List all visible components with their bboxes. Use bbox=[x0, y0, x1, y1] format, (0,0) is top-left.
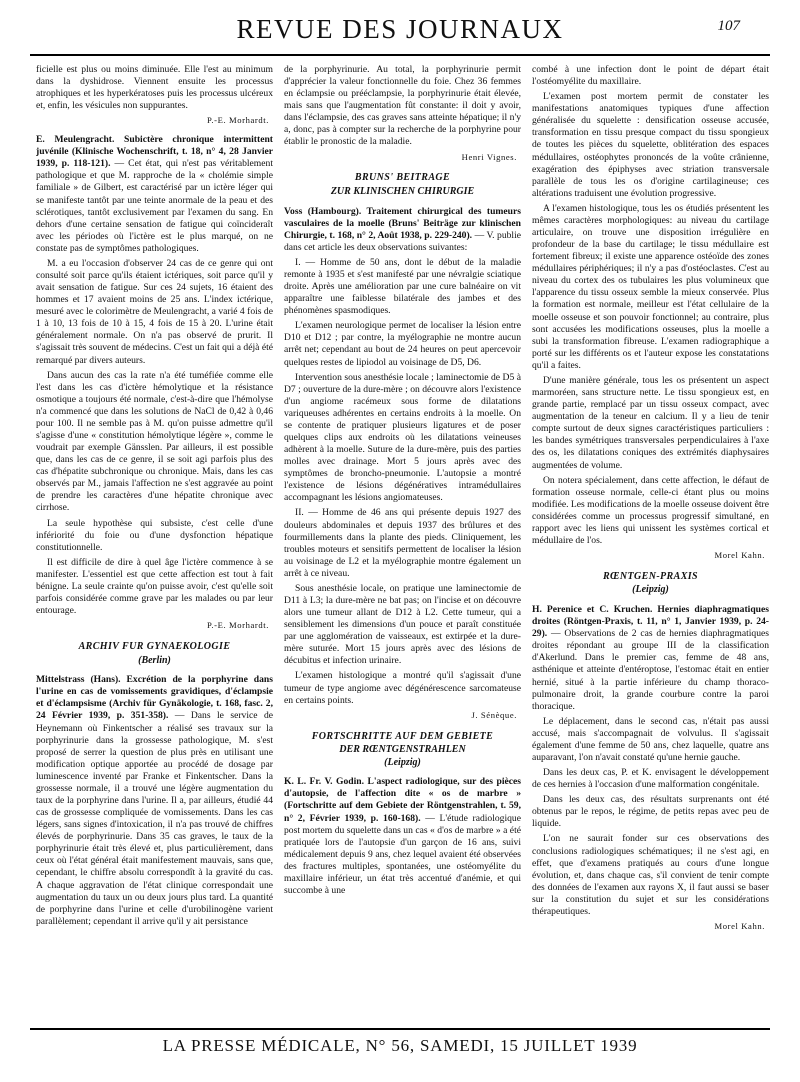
paragraph: ficielle est plus ou moins diminuée. Elle l'est au minimum dans la dyshidrose. Viennent ensuite les processus atrophiques et les hyperkératoses puis les processus ulcéreux et, enfin, les vésicules non suppurantes. bbox=[36, 64, 273, 112]
page-number: 107 bbox=[717, 18, 740, 34]
paragraph: de la porphyrinurie. Au total, la porphyrinurie permit d'apprécier la valeur fonctionnelle du foie. Chez 36 femmes en éclampsie ou prééclampsie, la porphyrinurie était élevée, mais sans que l'augmentation fût constante: il doit y avoir, dans l'éclampsie, des cas graves sans atteinte hépatique; il n'y a, donc, pas à compter sur la recherche de la porphyrine pour établir le pronostic de la maladie. bbox=[284, 64, 521, 148]
footer-publication-line: LA PRESSE MÉDICALE, N° 56, SAMEDI, 15 JUILLET 1939 bbox=[162, 1036, 638, 1055]
column-3 bbox=[532, 64, 769, 1019]
article-heading bbox=[36, 674, 273, 928]
article-body: — Dans le service de Heynemann où Finkentscher a réalisé ses travaux sur la porphyrinurie dans la grossesse pathologique, M. s'est proposé de serrer la question de plus près en utilisant une modification optique apportée au procédé de dosage par luminescence inventé par Franke et Finkentscher. Dans la grossesse normale, il a trouvé une légère augmentation du taux de la porphyrine dans l'urine. Il a, par ailleurs, étudié 44 cas de grossesse compliquée de vomissements. Dans les cas légers, sans signes d'intoxication, il n'a pas trouvé de chiffres élevés de porphyrinurie. Dans 35 cas graves, le taux de la porphyrinurie était très élevé et, plus particulièrement, dans ceux où l'état général était manifestement mauvais, sans que, cependant, le chiffre absolu correspondît à la gravité du cas. A chaque aggravation de l'état clinique correspondait une augmentation du taux un ou deux jours plus tard. La quantité de porphyrine dans l'urine et celle d'urobilinogène varient parallèlement; cependant il arrive qu'il y ait persistance bbox=[36, 710, 273, 927]
section-subheading: ZUR KLINISCHEN CHIRURGIE bbox=[330, 185, 475, 197]
article-heading bbox=[532, 604, 769, 713]
paragraph: Dans les deux cas, des résultats surprenants ont été obtenus par le repos, le régime, de petits repas avec peu de liquide. bbox=[532, 794, 769, 830]
author-signature: Morel Kahn. bbox=[714, 921, 765, 932]
paragraph: combé à une infection dont le point de départ était l'ostéomyélite du maxillaire. bbox=[532, 64, 769, 88]
paragraph: L'examen neurologique permet de localiser la lésion entre D10 et D12 ; par contre, la myélographie ne montre aucun arrêt net; cependant au bout de 24 heures on peut apercevoir quelques restes de lipiodol au voisinage de D5, D6. bbox=[284, 320, 521, 368]
article-heading bbox=[284, 776, 521, 897]
journal-title: REVUE DES JOURNAUX bbox=[236, 14, 564, 44]
paragraph: La seule hypothèse qui subsiste, c'est celle d'une infériorité du foie ou d'une dysfonction hépatique constitutionnelle. bbox=[36, 517, 273, 553]
section-heading: ARCHIV FUR GYNAEKOLOGIE bbox=[78, 641, 231, 653]
column-2 bbox=[284, 64, 521, 1019]
article-heading bbox=[36, 134, 273, 255]
paragraph: Dans les deux cas, P. et K. envisagent le développement de ces hernies à l'occasion d'une malformation congénitale. bbox=[532, 767, 769, 791]
article-body: — L'étude radiologique post mortem du squelette dans un cas « d'os de marbre » a été pratiquée lors de l'autopsie d'un garçon de 16 ans, suivi médicalement depuis 9 ans, chez lequel avaient été observées des fractures multiples, spontanées, une ostéomyélite du maxillaire inférieur, un état très accentué d'anémie, et qui succombe à une bbox=[284, 812, 521, 896]
article-body: — V. publie dans cet article les deux observations suivantes: bbox=[284, 229, 521, 253]
section-heading: FORTSCHRITTE AUF DEM GEBIETE bbox=[311, 730, 494, 742]
page-footer bbox=[30, 1028, 770, 1056]
section-location: (Berlin) bbox=[138, 654, 171, 666]
article-title: E. Meulengracht. Subictère chronique intermittent juvénile (Klinische Wochenschrift, t. 18, n° 4, 28 Janvier 1939, p. 118-121). bbox=[36, 134, 273, 170]
paragraph: L'on ne saurait fonder sur ces observations des conclusions radiologiques schématiques; il ne s'est agi, en effet, que d'examens pratiqués au cours d'une longue évolution, et, dans chaque cas, s'il convient de tenir compte des données de l'examen aux rayons X, il faut aussi se baser sur la constitution du sujet et sur les considérations thérapeutiques. bbox=[532, 833, 769, 917]
section-heading-line-2: DER RŒNTGENSTRAHLEN bbox=[339, 744, 466, 756]
paragraph: On notera spécialement, dans cette affection, le défaut de formation osseuse normale, celle-ci étant plus ou moins modifiée. Les modifications de la moelle osseuse doivent être considérées comme un processus progressif simultané, en rapport avec les liens qui unissent les systèmes cortical et médullaire de l'os. bbox=[532, 474, 769, 546]
paragraph: D'une manière générale, tous les os présentent un aspect marmoréen, sans structure nette. Le tissu spongieux est, en grande partie, remplacé par un tissu osseux compact, avec augmentation de la teneur en calcium. Il y a lieu de tenir compte surtout de deux signes caractéristiques particuliers : les bandes symétriques transversales perpendiculaires à l'axe des os, les dilatations coniques des extrémités diaphysaires augmentées de volume. bbox=[532, 374, 769, 471]
author-signature: Morel Kahn. bbox=[714, 550, 765, 561]
columns bbox=[36, 64, 770, 1019]
column-1 bbox=[36, 64, 273, 1019]
paragraph: A l'examen histologique, tous les os étudiés présentent les mêmes caractères morphologiques: au niveau du cartilage articulaire, on trouve une disposition irrégulière en profondeur de la base du cartilage; le tissu médullaire est fortement fibreux; il existe une apparence ostéoïde des zones médullaires périphériques; il n'y a pas d'ostéoclastes. C'est au niveau du cortex des os tubulaires les plus volumineux que l'apparence du tissu osseux semble la mieux conservée. Plus la formation est normale, meilleur est l'état cellulaire de la moelle osseuse et son pouvoir fonctionnel; au contraire, plus sont accusées les modifications osseuses, plus la moelle a subi la transformation fibreuse. L'examen radiographique a porté sur les différents os et l'auteur expose les constatations qu'il a faites. bbox=[532, 202, 769, 371]
article-body: — Cet état, qui n'est pas véritablement pathologique et que M. rapproche de la « cholémie simple familiale » de Gilbert, est caractérisé par un ictère léger qui se manifeste tantôt par une teinte anormale de la peau et des sclérotiques, tantôt exclusivement par l'examen du sang. En dehors d'une certaine sensation de fatigue qui coïncideraît avec les périodes où l'ictère est le plus marqué, on ne constate pas de symptômes pathologiques. bbox=[36, 158, 273, 254]
paragraph: M. a eu l'occasion d'observer 24 cas de ce genre qui ont consulté soit parce qu'ils étaient ictériques, soit parce qu'il y avait sensation de fatigue. Sur ces 24 sujets, 16 étaient des hommes et 17 avaient moins de 25 ans. L'index ictérique, mesuré avec le colorimètre de Meulengracht, a varié 4 fois de 1 à 10, 13 fois de 10 à 15, 4 fois de 15 à 20. L'urine était généralement normale. On n'a pas observé de prurit. Il s'agissait très souvent de médecins. C'est un fait qui a déjà été remarqué par divers auteurs. bbox=[36, 257, 273, 366]
paragraph: L'examen post mortem permit de constater les manifestations anatomiques typiques d'une affection généralisée du squelette : densification osseuse accusée, transformation en tissu presque compact du tissu spongieux de toutes les pièces du squelette, oblitération des espaces médullaires, ostéophytes prononcés de la voûte crânienne, exagération des épiphyses avec striation transversale parallèle de tous les os d'origine cartilagineuse; ces altérations traduisent une évolution progressive. bbox=[532, 91, 769, 199]
author-signature: P.-E. Morhardt. bbox=[207, 115, 269, 126]
paragraph: Il est difficile de dire à quel âge l'ictère commence à se manifester. L'essentiel est que cette affection est tout à fait bénigne. La seule crainte qu'on puisse avoir, c'est qu'elle soit parfois considérée comme grave par les malades ou par leur entourage. bbox=[36, 556, 273, 617]
paragraph: Dans aucun des cas la rate n'a été tuméfiée comme elle l'est dans les cas d'ictère hémolytique et la résistance osmotique a toujours été normale, c'est-à-dire que l'hémolyse n'a commencé que dans les solutions de NaCl de 0,42 à 0,46 pour 100. Il ne semble pas à M. qu'on puisse admettre qu'il s'agisse d'une « constitution hémolytique légère », comme le voudrait par exemple Gänsslen. Par ailleurs, il est possible que, dans les cas de ce genre, il se soit agi parfois plus des cas d'hépatite subchronique ou chronique. Mais, dans les cas observés par M., jamais l'affection ne s'est aggravée au point de prendre les caractères d'une hépatite chronique avec cirrhose. bbox=[36, 369, 273, 514]
paragraph: Intervention sous anesthésie locale ; laminectomie de D5 à D7 ; ouverture de la dure-mère ; on découvre alors l'existence d'un angiome racémeux sous forme de dilatations variqueuses adhérentes en certains endroits à la moelle. On se contente de pratiquer plusieurs ligatures et de poser quelques clips aux endroits où les dilatations veineuses adhèrent à la moelle. Suture de la dure-mère, puis des parties molles avec drainage. Mort 5 jours après avec des symptômes de broncho-pneumonie. L'autopsie a montré l'existence de lésions dégénératives intramédullaires accompagnant les lésions angiomateuses. bbox=[284, 371, 521, 504]
paragraph: L'examen histologique a montré qu'il s'agissait d'une tumeur de type angiome avec dégénérescence sarcomateuse en certains points. bbox=[284, 670, 521, 706]
article-title: Voss (Hambourg). Traitement chirurgical des tumeurs vasculaires de la moelle (Bruns' Beiträge zur klinischen Chirurgie, t. 168, n° 2, Août 1938, p. 229-240). bbox=[284, 205, 521, 241]
section-location: (Leipzig) bbox=[632, 584, 669, 596]
author-signature: J. Sénèque. bbox=[471, 709, 517, 720]
page-header bbox=[30, 8, 770, 56]
author-signature: P.-E. Morhardt. bbox=[207, 620, 269, 631]
article-body: — Observations de 2 cas de hernies diaphragmatiques droites répondant au groupe III de la classification d'Akerlund. Dans le premier cas, femme de 48 ans, asthénique et atteinte d'entéroptose, l'estomac était en entier hernié, situé à la partie inférieure du champ thoraco-pulmonaire droit, la grande courbure contre la paroi thoracique. bbox=[532, 628, 769, 712]
author-signature: Henri Vignes. bbox=[461, 151, 517, 162]
article-heading bbox=[284, 206, 521, 254]
paragraph: I. — Homme de 50 ans, dont le début de la maladie remonte à 1935 et s'est manifesté par une névralgie sciatique droite. Après une amélioration par une cure balnéaire on vit apparaître une faiblesse bilatérale des jambes et des phénomènes spasmodiques. bbox=[284, 256, 521, 317]
section-heading: BRUNS' BEITRAGE bbox=[354, 172, 451, 184]
section-heading: RŒNTGEN-PRAXIS bbox=[602, 570, 699, 582]
paragraph: II. — Homme de 46 ans qui présente depuis 1927 des douleurs abdominales et depuis 1937 des brûlures et des fourmillements dans la plante des pieds. Cliniquement, les troubles moteurs et sensitifs permettent de localiser la lésion au voisinage de L2 et la myélographie montre également un arrêt à ce niveau. bbox=[284, 507, 521, 579]
article-title: K. L. Fr. V. Godin. L'aspect radiologique, sur des pièces d'autopsie, de l'affection dite « os de marbre » (Fortschritte auf dem Gebiete der Röntgenstrahlen, t. 59, n° 2, Février 1939, p. 160-168). bbox=[284, 776, 521, 824]
article-title: H. Perenice et C. Kruchen. Hernies diaphragmatiques droites (Röntgen-Praxis, t. 11, n° 1, Janvier 1939, p. 24-29). bbox=[532, 604, 769, 640]
section-location: (Leipzig) bbox=[384, 756, 421, 768]
paragraph: Le déplacement, dans le second cas, n'était pas aussi accusé, mais s'accompagnait de volvulus. Il s'agissait également d'une femme de 50 ans, chez laquelle, quatre ans auparavant, l'on n'avait constaté qu'une hernie gauche. bbox=[532, 715, 769, 763]
paragraph: Sous anesthésie locale, on pratique une laminectomie de D11 à L3; la dure-mère ne bat pas; on l'incise et on découvre alors une tumeur allant de D12 à L2. Cette tumeur, qui a sensiblement les dimensions d'un pouce et paraît constituée par une agglomération de vaisseaux, est extirpée et la dure-mère suturée. Mort 15 jours après avec des lésions de décubitus et infection urinaire. bbox=[284, 582, 521, 667]
article-title: Mittelstrass (Hans). Excrétion de la porphyrine dans l'urine en cas de vomissements gravidiques, d'éclampsie et d'éclampsisme (Archiv für Gynäkologie, t. 168, fasc. 2, 24 Février 1939, p. 351-358). bbox=[36, 674, 273, 722]
